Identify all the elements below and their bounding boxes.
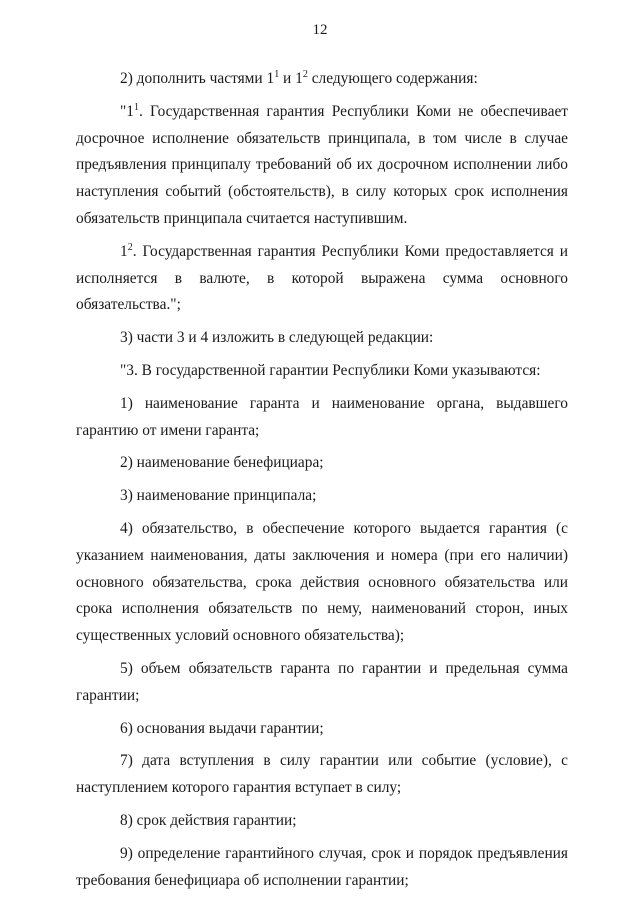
paragraph-text: . Государственная гарантия Республики Коми не обеспечивает досрочное исполнение обязательств принципала, в том числе в случае предъявления принципалу требований об их досрочном исполнении либо наступления событий (обстоятельств), в силу которых срок исполнения обязательств принципала считается наступившим. <box>76 102 568 227</box>
list-item-7: 7) дата вступления в силу гарантии или событие (условие), с наступлением которого гарантия вступает в силу; <box>76 752 568 797</box>
paragraph-text: 2) дополнить частями 1 <box>120 70 275 87</box>
list-item-3: 3) наименование принципала; <box>120 487 317 505</box>
list-item-6: 6) основания выдачи гарантии; <box>120 719 324 737</box>
paragraph-text: "1 <box>120 102 134 120</box>
paragraph-part-1-1 <box>76 99 568 233</box>
list-item-5: 5) объем обязательств гаранта по гарантии и предельная сумма гарантии; <box>76 659 568 704</box>
list-item-2: 2) наименование бенефициара; <box>120 454 324 472</box>
paragraph-text: 1 <box>120 242 128 260</box>
list-item-1: 1) наименование гаранта и наименование органа, выдавшего гарантию от имени гаранта; <box>76 394 568 439</box>
superscript: 2 <box>127 241 133 253</box>
superscript: 1 <box>133 101 139 113</box>
paragraph-amend-parts <box>76 66 568 93</box>
list-item-4: 4) обязательство, в обеспечение которого выдается гарантия (с указанием наименования, даты заключения и номера (при его наличии) основного обязательства, срока действия основного обязательства или срока исполнения обязательств по нему, наименований сторон, иных существенных условий основного обязательства); <box>76 519 568 645</box>
paragraph-text: и 1 <box>279 70 303 87</box>
paragraph-text: . Государственная гарантия Республики Коми предоставляется и исполняется в валюте, в которой выражена сумма основного обязательства."; <box>76 242 568 314</box>
paragraph-guarantee-contents: "3. В государственной гарантии Республики Коми указываются: <box>120 361 541 379</box>
paragraph-text: следующего содержания: <box>307 70 478 87</box>
page-number: 12 <box>312 22 328 38</box>
paragraph-parts-3-4: 3) части 3 и 4 изложить в следующей редакции: <box>120 329 434 347</box>
list-item-8: 8) срок действия гарантии; <box>120 811 297 829</box>
document-body <box>76 66 568 894</box>
superscript: 1 <box>274 69 280 80</box>
paragraph-part-1-2 <box>76 239 568 319</box>
superscript: 2 <box>302 69 308 80</box>
list-item-9: 9) определение гарантийного случая, срок и порядок предъявления требования бенефициара об исполнении гарантии; <box>76 844 568 889</box>
